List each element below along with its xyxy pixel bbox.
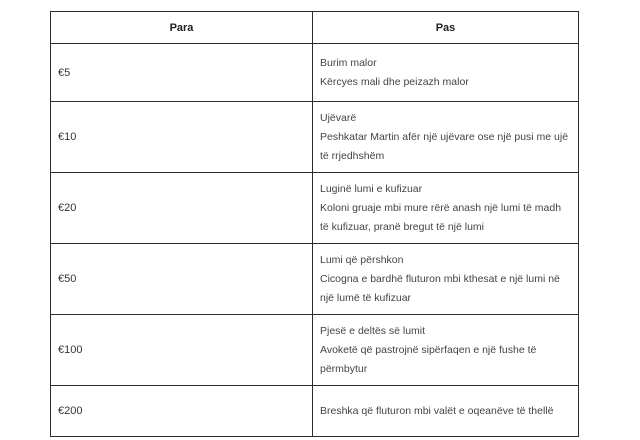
description-title: Burim malor — [320, 57, 377, 69]
description-cell — [313, 315, 579, 386]
description-cell — [313, 44, 579, 102]
header-after: Pas — [313, 12, 579, 44]
description-cell — [313, 244, 579, 315]
description-cell — [313, 386, 579, 437]
table-row — [51, 315, 579, 386]
description-caption: Cicogna e bardhë fluturon mbi kthesat e një lumi në një lumë të kufizuar — [320, 273, 560, 304]
description-caption: Koloni gruaje mbi mure rërë anash një lumi të madh të kufizuar, pranë bregut të një lumi — [320, 202, 562, 233]
table-header — [51, 12, 579, 44]
description-cell — [313, 102, 579, 173]
table-row — [51, 386, 579, 437]
table-row — [51, 173, 579, 244]
amount-cell: €100 — [51, 315, 313, 386]
description-title: Luginë lumi e kufizuar — [320, 183, 423, 195]
description-caption: Avoketë që pastrojnë sipërfaqen e një fushe të përmbytur — [320, 344, 537, 375]
amount-cell: €20 — [51, 173, 313, 244]
amount-cell: €5 — [51, 44, 313, 102]
description-title: Lumi që përshkon — [320, 254, 404, 266]
description-caption: Peshkatar Martin afër një ujëvare ose një pusi me ujë të rrjedhshëm — [320, 131, 569, 162]
description-title: Pjesë e deltës së lumit — [320, 325, 426, 337]
amount-cell: €200 — [51, 386, 313, 437]
table-row — [51, 244, 579, 315]
amount-cell: €10 — [51, 102, 313, 173]
comparison-table-container — [50, 11, 578, 437]
table-row — [51, 44, 579, 102]
description-cell — [313, 173, 579, 244]
table-body — [51, 44, 579, 437]
header-before: Para — [51, 12, 313, 44]
description-caption: Breshka që fluturon mbi valët e oqeanëve të thellë — [320, 405, 554, 417]
comparison-table — [50, 11, 579, 437]
description-caption: Kërcyes mali dhe peizazh malor — [320, 76, 469, 88]
table-row — [51, 102, 579, 173]
header-row — [51, 12, 579, 44]
description-title: Ujëvarë — [320, 112, 357, 124]
amount-cell: €50 — [51, 244, 313, 315]
